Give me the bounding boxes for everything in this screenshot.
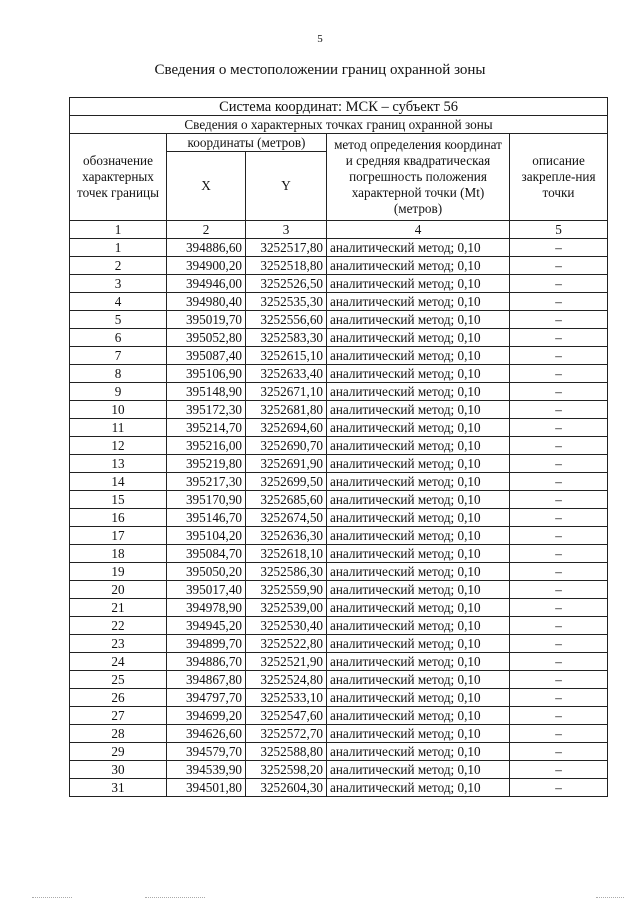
method-cell: аналитический метод; 0,10 (327, 347, 510, 365)
description-cell: – (510, 563, 608, 581)
point-number-cell: 29 (70, 743, 167, 761)
description-cell: – (510, 527, 608, 545)
x-coordinate-cell: 395050,20 (167, 563, 246, 581)
method-cell: аналитический метод; 0,10 (327, 311, 510, 329)
y-coordinate-cell: 3252521,90 (246, 653, 327, 671)
table-row (70, 779, 608, 797)
point-number-cell: 22 (70, 617, 167, 635)
description-cell: – (510, 401, 608, 419)
point-number-cell: 31 (70, 779, 167, 797)
y-coordinate-cell: 3252598,20 (246, 761, 327, 779)
method-cell: аналитический метод; 0,10 (327, 257, 510, 275)
x-coordinate-cell: 394867,80 (167, 671, 246, 689)
x-coordinate-cell: 395106,90 (167, 365, 246, 383)
y-coordinate-cell: 3252518,80 (246, 257, 327, 275)
table-row (70, 329, 608, 347)
y-coordinate-cell: 3252618,10 (246, 545, 327, 563)
method-cell: аналитический метод; 0,10 (327, 239, 510, 257)
method-cell: аналитический метод; 0,10 (327, 581, 510, 599)
description-cell: – (510, 383, 608, 401)
method-cell: аналитический метод; 0,10 (327, 563, 510, 581)
point-number-cell: 9 (70, 383, 167, 401)
x-coordinate-cell: 395172,30 (167, 401, 246, 419)
table-row (70, 491, 608, 509)
x-coordinate-cell: 395146,70 (167, 509, 246, 527)
point-number-cell: 4 (70, 293, 167, 311)
description-cell: – (510, 275, 608, 293)
table-row (70, 383, 608, 401)
description-cell: – (510, 671, 608, 689)
x-coordinate-cell: 394797,70 (167, 689, 246, 707)
y-coordinate-cell: 3252633,40 (246, 365, 327, 383)
y-coordinate-cell: 3252535,30 (246, 293, 327, 311)
method-cell: аналитический метод; 0,10 (327, 275, 510, 293)
y-coordinate-cell: 3252524,80 (246, 671, 327, 689)
table-row (70, 509, 608, 527)
method-cell: аналитический метод; 0,10 (327, 293, 510, 311)
table-row (70, 527, 608, 545)
table-row (70, 419, 608, 437)
y-coordinate-cell: 3252690,70 (246, 437, 327, 455)
y-coordinate-cell: 3252556,60 (246, 311, 327, 329)
point-number-cell: 19 (70, 563, 167, 581)
table-row (70, 437, 608, 455)
point-number-cell: 12 (70, 437, 167, 455)
column-number: 2 (167, 221, 246, 239)
table-subtitle: Сведения о характерных точках границ охранной зоны (70, 116, 608, 134)
header-x: X (167, 152, 246, 221)
description-cell: – (510, 455, 608, 473)
method-cell: аналитический метод; 0,10 (327, 365, 510, 383)
table-row (70, 455, 608, 473)
x-coordinate-cell: 395170,90 (167, 491, 246, 509)
y-coordinate-cell: 3252533,10 (246, 689, 327, 707)
table-row (70, 365, 608, 383)
x-coordinate-cell: 394626,60 (167, 725, 246, 743)
description-cell: – (510, 779, 608, 797)
x-coordinate-cell: 395052,80 (167, 329, 246, 347)
point-number-cell: 15 (70, 491, 167, 509)
point-number-cell: 14 (70, 473, 167, 491)
point-number-cell: 30 (70, 761, 167, 779)
description-cell: – (510, 239, 608, 257)
table-row (70, 707, 608, 725)
description-cell: – (510, 581, 608, 599)
description-cell: – (510, 329, 608, 347)
description-cell: – (510, 509, 608, 527)
point-number-cell: 6 (70, 329, 167, 347)
method-cell: аналитический метод; 0,10 (327, 509, 510, 527)
y-coordinate-cell: 3252694,60 (246, 419, 327, 437)
point-number-cell: 18 (70, 545, 167, 563)
point-number-cell: 25 (70, 671, 167, 689)
point-number-cell: 23 (70, 635, 167, 653)
document-title: Сведения о местоположении границ охранной зоны (154, 62, 486, 78)
table-row (70, 293, 608, 311)
description-cell: – (510, 491, 608, 509)
column-number: 4 (327, 221, 510, 239)
column-number: 5 (510, 221, 608, 239)
x-coordinate-cell: 394900,20 (167, 257, 246, 275)
table-row (70, 473, 608, 491)
table-row (70, 761, 608, 779)
table-row (70, 401, 608, 419)
y-coordinate-cell: 3252586,30 (246, 563, 327, 581)
y-coordinate-cell: 3252572,70 (246, 725, 327, 743)
description-cell: – (510, 743, 608, 761)
method-cell: аналитический метод; 0,10 (327, 617, 510, 635)
description-cell: – (510, 707, 608, 725)
y-coordinate-cell: 3252685,60 (246, 491, 327, 509)
point-number-cell: 2 (70, 257, 167, 275)
y-coordinate-cell: 3252681,80 (246, 401, 327, 419)
table-row (70, 689, 608, 707)
y-coordinate-cell: 3252539,00 (246, 599, 327, 617)
x-coordinate-cell: 395017,40 (167, 581, 246, 599)
description-cell: – (510, 257, 608, 275)
x-coordinate-cell: 395214,70 (167, 419, 246, 437)
x-coordinate-cell: 395219,80 (167, 455, 246, 473)
x-coordinate-cell: 394980,40 (167, 293, 246, 311)
point-number-cell: 8 (70, 365, 167, 383)
x-coordinate-cell: 395216,00 (167, 437, 246, 455)
method-cell: аналитический метод; 0,10 (327, 653, 510, 671)
description-cell: – (510, 437, 608, 455)
x-coordinate-cell: 394978,90 (167, 599, 246, 617)
point-number-cell: 1 (70, 239, 167, 257)
method-cell: аналитический метод; 0,10 (327, 401, 510, 419)
y-coordinate-cell: 3252530,40 (246, 617, 327, 635)
description-cell: – (510, 653, 608, 671)
header-y: Y (246, 152, 327, 221)
table-row (70, 239, 608, 257)
method-cell: аналитический метод; 0,10 (327, 743, 510, 761)
y-coordinate-cell: 3252671,10 (246, 383, 327, 401)
method-cell: аналитический метод; 0,10 (327, 383, 510, 401)
x-coordinate-cell: 394539,90 (167, 761, 246, 779)
coordinates-table (69, 97, 608, 797)
method-cell: аналитический метод; 0,10 (327, 419, 510, 437)
x-coordinate-cell: 395104,20 (167, 527, 246, 545)
point-number-cell: 28 (70, 725, 167, 743)
column-numbers-row (70, 221, 608, 239)
x-coordinate-cell: 394946,00 (167, 275, 246, 293)
y-coordinate-cell: 3252691,90 (246, 455, 327, 473)
method-cell: аналитический метод; 0,10 (327, 545, 510, 563)
y-coordinate-cell: 3252522,80 (246, 635, 327, 653)
x-coordinate-cell: 395087,40 (167, 347, 246, 365)
point-number-cell: 16 (70, 509, 167, 527)
y-coordinate-cell: 3252615,10 (246, 347, 327, 365)
method-cell: аналитический метод; 0,10 (327, 635, 510, 653)
method-cell: аналитический метод; 0,10 (327, 761, 510, 779)
y-coordinate-cell: 3252674,50 (246, 509, 327, 527)
y-coordinate-cell: 3252699,50 (246, 473, 327, 491)
point-number-cell: 21 (70, 599, 167, 617)
method-cell: аналитический метод; 0,10 (327, 779, 510, 797)
x-coordinate-cell: 394886,60 (167, 239, 246, 257)
table-row (70, 347, 608, 365)
table-row (70, 581, 608, 599)
point-number-cell: 26 (70, 689, 167, 707)
header-point: обозначение характерных точек границы (70, 134, 167, 221)
point-number-cell: 24 (70, 653, 167, 671)
table-row (70, 545, 608, 563)
table-row (70, 563, 608, 581)
method-cell: аналитический метод; 0,10 (327, 491, 510, 509)
description-cell: – (510, 761, 608, 779)
table-row (70, 671, 608, 689)
subtitle-row (70, 116, 608, 134)
point-number-cell: 3 (70, 275, 167, 293)
x-coordinate-cell: 394945,20 (167, 617, 246, 635)
table-row (70, 617, 608, 635)
method-cell: аналитический метод; 0,10 (327, 707, 510, 725)
x-coordinate-cell: 394886,70 (167, 653, 246, 671)
coordinate-system-label: Система координат: МСК – субъект 56 (70, 98, 608, 116)
description-cell: – (510, 473, 608, 491)
description-cell: – (510, 617, 608, 635)
x-coordinate-cell: 395148,90 (167, 383, 246, 401)
point-number-cell: 20 (70, 581, 167, 599)
method-cell: аналитический метод; 0,10 (327, 527, 510, 545)
y-coordinate-cell: 3252526,50 (246, 275, 327, 293)
header-method: метод определения координат и средняя квадратическая погрешность положения характерной точки (Mt) (метров) (327, 134, 510, 221)
y-coordinate-cell: 3252588,80 (246, 743, 327, 761)
x-coordinate-cell: 394699,20 (167, 707, 246, 725)
table-row (70, 743, 608, 761)
description-cell: – (510, 545, 608, 563)
header-row (70, 134, 608, 152)
table-row (70, 257, 608, 275)
header-description: описание закрепле-ния точки (510, 134, 608, 221)
table-row (70, 311, 608, 329)
header-coordinates: координаты (метров) (167, 134, 327, 152)
method-cell: аналитический метод; 0,10 (327, 455, 510, 473)
point-number-cell: 10 (70, 401, 167, 419)
point-number-cell: 13 (70, 455, 167, 473)
y-coordinate-cell: 3252547,60 (246, 707, 327, 725)
method-cell: аналитический метод; 0,10 (327, 725, 510, 743)
method-cell: аналитический метод; 0,10 (327, 437, 510, 455)
table-row (70, 653, 608, 671)
point-number-cell: 5 (70, 311, 167, 329)
description-cell: – (510, 635, 608, 653)
method-cell: аналитический метод; 0,10 (327, 689, 510, 707)
y-coordinate-cell: 3252636,30 (246, 527, 327, 545)
description-cell: – (510, 725, 608, 743)
column-number: 1 (70, 221, 167, 239)
x-coordinate-cell: 394579,70 (167, 743, 246, 761)
column-number: 3 (246, 221, 327, 239)
x-coordinate-cell: 395084,70 (167, 545, 246, 563)
x-coordinate-cell: 395217,30 (167, 473, 246, 491)
point-number-cell: 11 (70, 419, 167, 437)
point-number-cell: 17 (70, 527, 167, 545)
description-cell: – (510, 689, 608, 707)
description-cell: – (510, 293, 608, 311)
point-number-cell: 7 (70, 347, 167, 365)
x-coordinate-cell: 395019,70 (167, 311, 246, 329)
description-cell: – (510, 419, 608, 437)
description-cell: – (510, 599, 608, 617)
method-cell: аналитический метод; 0,10 (327, 671, 510, 689)
table-row (70, 725, 608, 743)
method-cell: аналитический метод; 0,10 (327, 329, 510, 347)
y-coordinate-cell: 3252517,80 (246, 239, 327, 257)
description-cell: – (510, 365, 608, 383)
y-coordinate-cell: 3252583,30 (246, 329, 327, 347)
x-coordinate-cell: 394899,70 (167, 635, 246, 653)
description-cell: – (510, 311, 608, 329)
table-row (70, 599, 608, 617)
page-number: 5 (317, 33, 323, 45)
system-row (70, 98, 608, 116)
point-number-cell: 27 (70, 707, 167, 725)
y-coordinate-cell: 3252604,30 (246, 779, 327, 797)
x-coordinate-cell: 394501,80 (167, 779, 246, 797)
method-cell: аналитический метод; 0,10 (327, 473, 510, 491)
method-cell: аналитический метод; 0,10 (327, 599, 510, 617)
table-row (70, 635, 608, 653)
footer-marks (0, 897, 640, 901)
description-cell: – (510, 347, 608, 365)
table-row (70, 275, 608, 293)
y-coordinate-cell: 3252559,90 (246, 581, 327, 599)
